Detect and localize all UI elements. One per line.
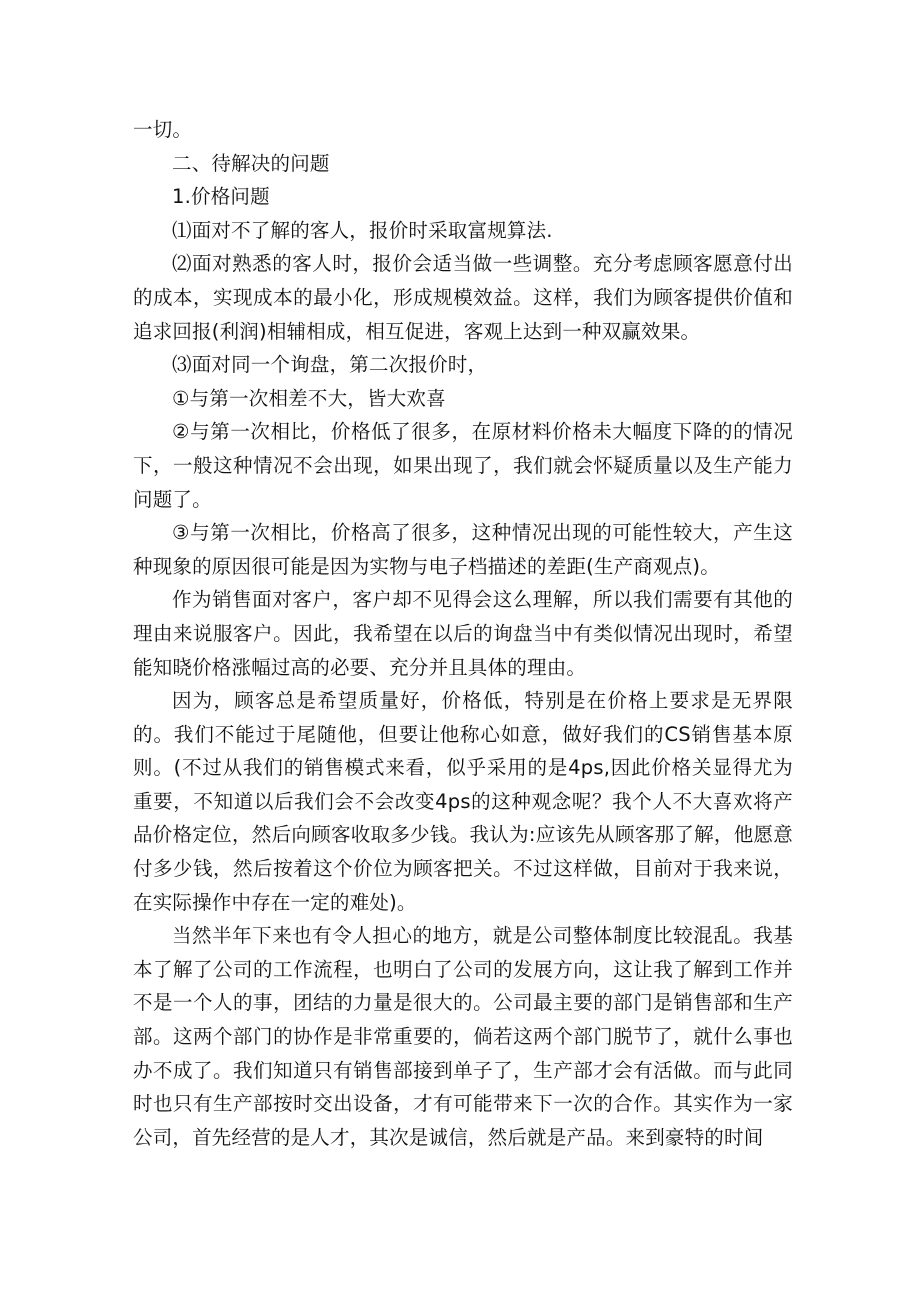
subsection-heading: 1.价格问题 — [172, 185, 270, 209]
paragraph: 因为，顾客总是希望质量好，价格低，特别是在价格上要求是无界限的。我们不能过于尾随他，但要让他称心如意，做好我们的CS销售基本原则。(不过从我们的销售模式来看，似乎采用的是4ps,因此价格关显得尤为重要，不知道以后我们会不会改变4ps的这种观念呢？我个人不大喜欢将产品价格定位，然后向顾客收取多少钱。我认为:应该先从顾客那了解，他愿意付多少钱，然后按着这个价位为顾客把关。不过这样做，目前对于我来说，在实际操作中存在一定的难处)。 — [133, 689, 793, 914]
paragraph: 当然半年下来也有令人担心的地方，就是公司整体制度比较混乱。我基本了解了公司的工作流程，也明白了公司的发展方向，这让我了解到工作并不是一个人的事，团结的力量是很大的。公司最主要的部门是销售部和生产部。这两个部门的协作是非常重要的，倘若这两个部门脱节了，就什么事也办不成了。我们知道只有销售部接到单子了，生产部才会有活做。而与此同时也只有生产部按时交出设备，才有可能带来下一次的合作。其实作为一家公司，首先经营的是人才，其次是诚信，然后就是产品。来到豪特的时间 — [133, 924, 793, 1149]
sub-list-item: ①与第一次相差不大，皆大欢喜 — [172, 386, 446, 410]
section-heading: 二、待解决的问题 — [172, 151, 330, 175]
list-item: ⑶面对同一个询盘，第二次报价时， — [172, 353, 488, 377]
document-body — [133, 113, 793, 1154]
paragraph: 作为销售面对客户，客户却不见得会这么理解，所以我们需要有其他的理由来说服客户。因此，我希望在以后的询盘当中有类似情况出现时，希望能知晓价格涨幅过高的必要、充分并且具体的理由。 — [133, 588, 793, 679]
paragraph: 一切。 — [133, 118, 193, 141]
sub-list-item: ③与第一次相比，价格高了很多，这种情况出现的可能性较大，产生这种现象的原因很可能是因为实物与电子档描述的差距(生产商观点)。 — [133, 521, 793, 578]
list-item: ⑵面对熟悉的客人时，报价会适当做一些调整。充分考虑顾客愿意付出的成本，实现成本的最小化，形成规模效益。这样，我们为顾客提供价值和追求回报(利润)相辅相成，相互促进，客观上达到一种双赢效果。 — [133, 252, 793, 343]
list-item: ⑴面对不了解的客人，报价时采取富规算法. — [172, 218, 553, 242]
sub-list-item: ②与第一次相比，价格低了很多，在原材料价格未大幅度下降的的情况下，一般这种情况不会出现，如果出现了，我们就会怀疑质量以及生产能力问题了。 — [133, 420, 793, 511]
